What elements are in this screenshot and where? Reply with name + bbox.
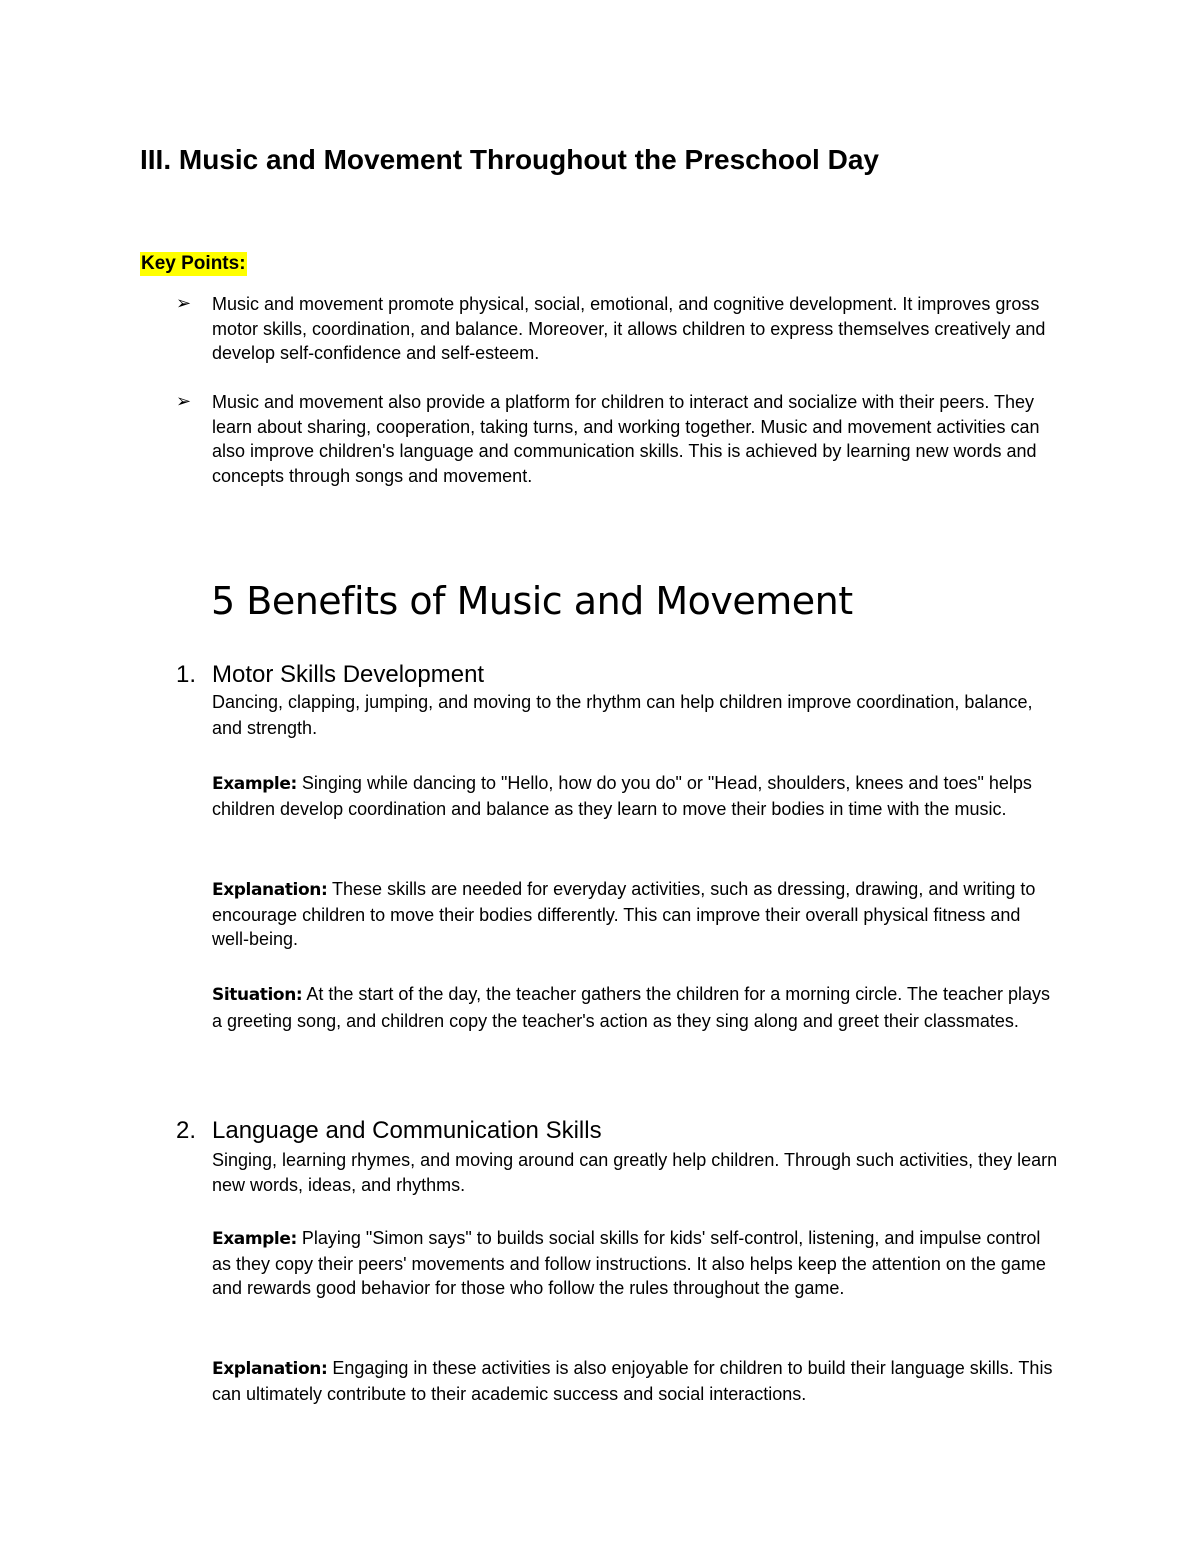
benefit-number: 2. bbox=[176, 1117, 197, 1144]
benefit-explanation bbox=[212, 877, 1062, 952]
benefit-example bbox=[212, 1226, 1062, 1301]
benefit-example bbox=[212, 771, 1062, 821]
benefit-number: 1. bbox=[176, 661, 197, 688]
benefits-title: 5 Benefits of Music and Movement bbox=[211, 579, 853, 623]
explanation-label: Explanation: bbox=[212, 1359, 328, 1379]
benefit-intro: Singing, learning rhymes, and moving around can greatly help children. Through such activities, they learn new words, ideas, and rhythms. bbox=[212, 1150, 1058, 1195]
explanation-text: These skills are needed for everyday activities, such as dressing, drawing, and writing to encourage children to move their bodies differently. This can improve their overall physical fitness and well-being. bbox=[212, 879, 1036, 950]
explanation-text: Engaging in these activities is also enjoyable for children to build their language skills. This can ultimately contribute to their academic success and social interactions. bbox=[212, 1358, 1053, 1404]
example-text: Playing "Simon says" to builds social skills for kids' self-control, listening, and impulse control as they copy their peers' movements and follow instructions. It also helps keep the attention on the game and rewards good behavior for those who follow the rules throughout the game. bbox=[212, 1228, 1046, 1299]
example-label: Example: bbox=[212, 1229, 297, 1249]
benefit-situation bbox=[212, 982, 1062, 1034]
situation-label: Situation: bbox=[212, 985, 303, 1005]
section-title: III. Music and Movement Throughout the Preschool Day bbox=[140, 144, 879, 175]
arrow-bullet-icon: ➢ bbox=[176, 391, 192, 412]
example-text: Singing while dancing to "Hello, how do you do" or "Head, shoulders, knees and toes" helps children develop coordination and balance as they learn to move their bodies in time with the music. bbox=[212, 773, 1032, 819]
benefit-heading: Language and Communication Skills bbox=[212, 1117, 602, 1144]
explanation-label: Explanation: bbox=[212, 880, 328, 900]
situation-text: At the start of the day, the teacher gathers the children for a morning circle. The teacher plays a greeting song, and children copy the teacher's action as they sing along and greet their classmates. bbox=[212, 984, 1051, 1031]
benefit-heading: Motor Skills Development bbox=[212, 661, 485, 688]
arrow-bullet-icon: ➢ bbox=[176, 293, 192, 314]
benefit-intro: Dancing, clapping, jumping, and moving to the rhythm can help children improve coordination, balance, and strength. bbox=[212, 692, 1033, 738]
example-label: Example: bbox=[212, 774, 297, 794]
benefit-explanation bbox=[212, 1356, 1062, 1406]
key-point-1: Music and movement promote physical, social, emotional, and cognitive development. It improves gross motor skills, coordination, and balance. Moreover, it allows children to express themselves creatively and develop self-confidence and self-esteem. bbox=[212, 294, 1046, 363]
key-points-label: Key Points: bbox=[141, 253, 246, 274]
key-point-2: Music and movement also provide a platform for children to interact and socialize with their peers. They learn about sharing, cooperation, taking turns, and working together. Music and movement activities can also improve children's language and communication skills. This is achieved by learning new words and concepts through songs and movement. bbox=[212, 392, 1040, 486]
